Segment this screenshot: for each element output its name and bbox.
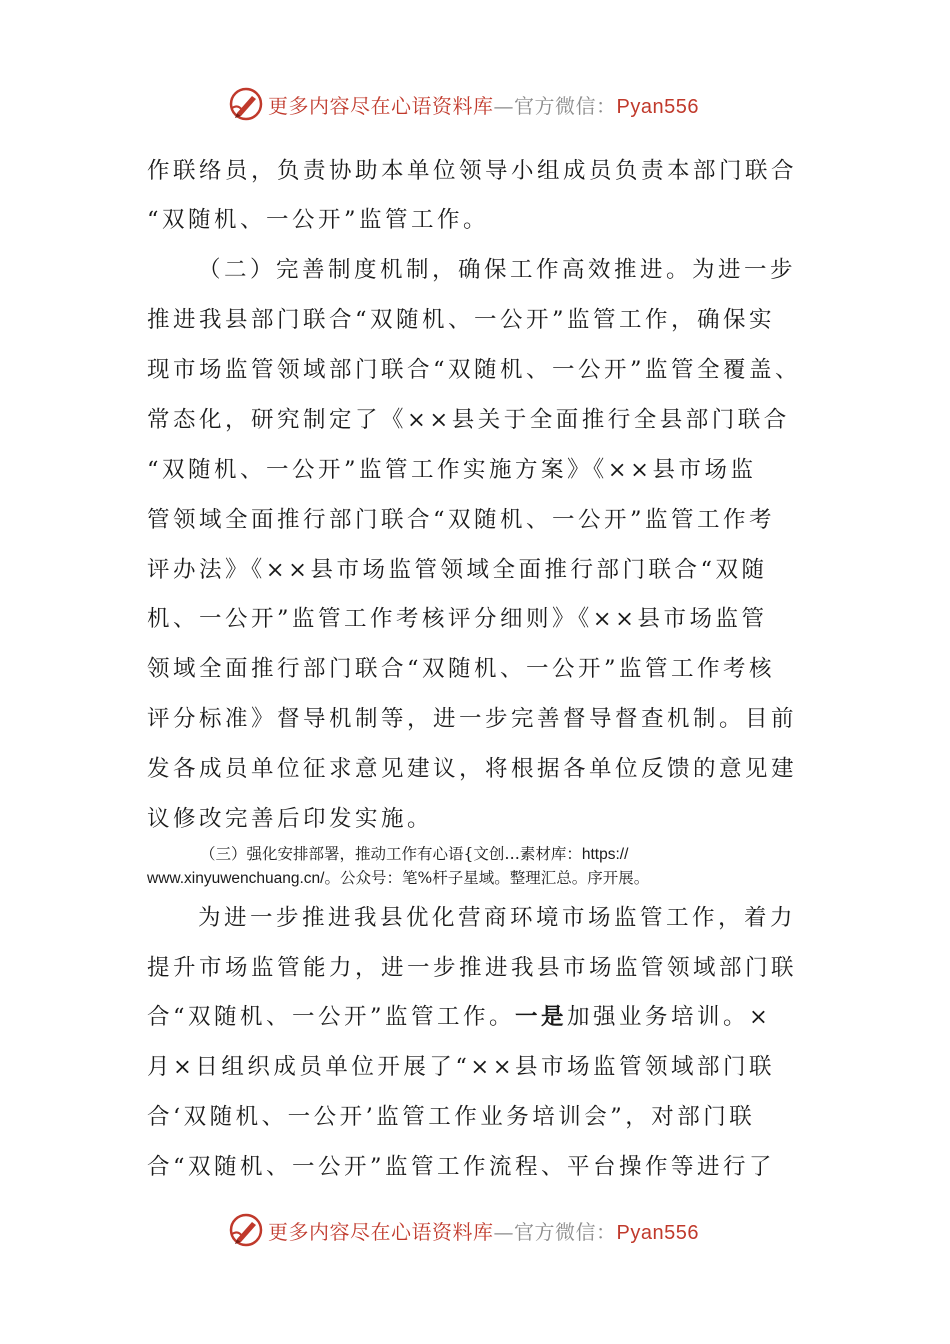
text-line: 合“双随机、一公开”监管工作流程、平台操作等进行了: [147, 1154, 776, 1180]
text-line: 评办法》《××县市场监管领域全面推行部门联合“双随: [147, 557, 768, 583]
bold-text-run: 一是: [515, 1004, 568, 1030]
text-line: [147, 1002, 771, 1032]
text-line: 机、一公开”监管工作考核评分细则》《××县市场监管: [147, 606, 768, 632]
notice-line: [147, 867, 649, 890]
text-line: 推进我县部门联合“双随机、一公开”监管工作，确保实: [147, 307, 776, 333]
pen-logo-icon: [228, 86, 264, 122]
text-line: 议修改完善后印发实施。: [147, 806, 434, 832]
text-run: 合“双随机、一公开”监管工作。: [147, 1004, 516, 1030]
pen-logo-icon: [228, 1212, 264, 1248]
banner-slogan: 更多内容尽在心语资料库: [268, 1219, 494, 1244]
banner-slogan: 更多内容尽在心语资料库: [268, 93, 494, 118]
text-line: 合‘双随机、一公开’监管工作业务培训会”，对部门联: [147, 1104, 756, 1130]
footer-banner: [228, 1210, 699, 1250]
text-line: 为进一步推进我县优化营商环境市场监管工作，着力: [198, 905, 797, 931]
text-line: 常态化，研究制定了《××县关于全面推行全县部门联合: [147, 407, 790, 433]
header-banner: [228, 84, 699, 124]
text-line: （二）完善制度机制，确保工作高效推进。为进一步: [198, 257, 797, 283]
banner-dash: —: [493, 1219, 514, 1244]
banner-dash: —: [493, 93, 514, 118]
text-line: 领域全面推行部门联合“双随机、一公开”监管工作考核: [147, 656, 776, 682]
text-line: 发各成员单位征求意见建议，将根据各单位反馈的意见建: [147, 756, 798, 782]
notice-url-part: https://: [581, 846, 629, 863]
text-line: 作联络员，负责协助本单位领导小组成员负责本部门联合: [147, 158, 798, 184]
text-line: 管领域全面推行部门联合“双随机、一公开”监管工作考: [147, 507, 776, 533]
notice-url: www.xinyuwenchuang.cn/: [147, 870, 325, 887]
notice-line: [200, 843, 628, 866]
text-line: “双随机、一公开”监管工作。: [147, 207, 490, 233]
text-line: “双随机、一公开”监管工作实施方案》《××县市场监: [147, 457, 757, 483]
banner-text: [268, 90, 699, 119]
text-run: 加强业务培训。×: [567, 1004, 772, 1030]
banner-official-label: 官方微信：: [514, 1219, 617, 1244]
banner-official-label: 官方微信：: [514, 93, 617, 118]
banner-wechat-id: Pyan556: [616, 95, 699, 118]
notice-text: （三）强化安排部署，推动工作有心语{文创…素材库：: [200, 845, 582, 863]
text-line: 现市场监管领域部门联合“双随机、一公开”监管全覆盖、: [147, 357, 802, 383]
banner-text: [268, 1216, 699, 1245]
text-line: 提升市场监管能力，进一步推进我县市场监管领域部门联: [147, 955, 798, 981]
notice-text: 。公众号：笔%杆子星域。整理汇总。序开展。: [324, 869, 650, 887]
banner-wechat-id: Pyan556: [616, 1221, 699, 1244]
text-line: 评分标准》督导机制等，进一步完善督导督查机制。目前: [147, 706, 798, 732]
text-line: 月×日组织成员单位开展了“××县市场监管领域部门联: [147, 1054, 776, 1080]
